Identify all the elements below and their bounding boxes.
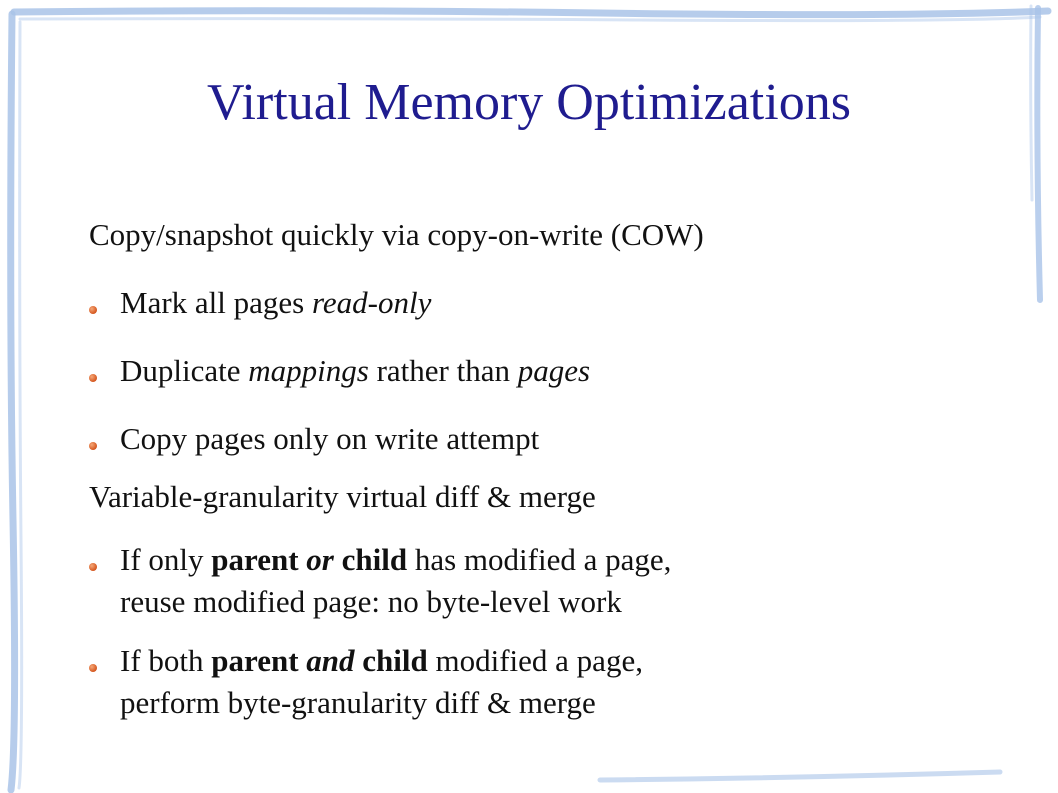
bullet-duplicate-mappings [89,350,989,391]
frame-top-line-inner [20,17,1040,21]
bullet-parent-or-child [89,539,989,623]
bullet-text-line2: reuse modified page: no byte-level work [120,584,622,619]
bullet-text-part: modified a page, [427,643,643,678]
bullet-text-part: Mark all pages [120,285,312,320]
bullet-text-italic: pages [517,353,591,388]
bullet-text-bold-italic: and [306,643,355,678]
bullet-text [120,350,989,391]
bullet-text-bold: parent [211,643,299,678]
bullet-text-bold: child [341,542,408,577]
bullet-text-part: Duplicate [120,353,249,388]
slide-title: Virtual Memory Optimizations [207,74,851,131]
section-heading-cow: Copy/snapshot quickly via copy-on-write (COW) [89,217,704,252]
bullet-text-line1 [120,640,989,682]
bullet-dot-icon [89,442,97,450]
bullet-text: Copy pages only on write attempt [120,421,540,456]
bullet-text-line1 [120,539,989,581]
frame-right-line [1037,8,1040,300]
bullet-text-italic: mappings [248,353,369,388]
bullet-text-part: rather than [368,353,518,388]
bullet-text-part: has modified a page, [407,542,672,577]
bullet-text [120,282,989,323]
frame-bottom-line [600,772,1000,780]
frame-top-line [14,11,1048,15]
bullet-copy-on-write [89,418,989,459]
slide-body [89,214,989,741]
bullet-dot-icon [89,563,97,571]
bullet-mark-readonly [89,282,989,323]
section-heading-diff-merge: Variable-granularity virtual diff & merge [89,479,596,514]
bullet-dot-icon [89,374,97,382]
bullet-text-part: If both [120,643,212,678]
bullet-text-bold-italic: or [306,542,334,577]
bullet-text-bold: child [362,643,428,678]
bullet-text-part: If only [120,542,212,577]
bullet-text-italic: read-only [311,285,432,320]
bullet-parent-and-child [89,640,989,724]
bullet-dot-icon [89,306,97,314]
bullet-text-line2: perform byte-granularity diff & merge [120,685,596,720]
bullet-text-bold: parent [211,542,299,577]
bullet-text-space [334,542,342,577]
bullet-dot-icon [89,664,97,672]
